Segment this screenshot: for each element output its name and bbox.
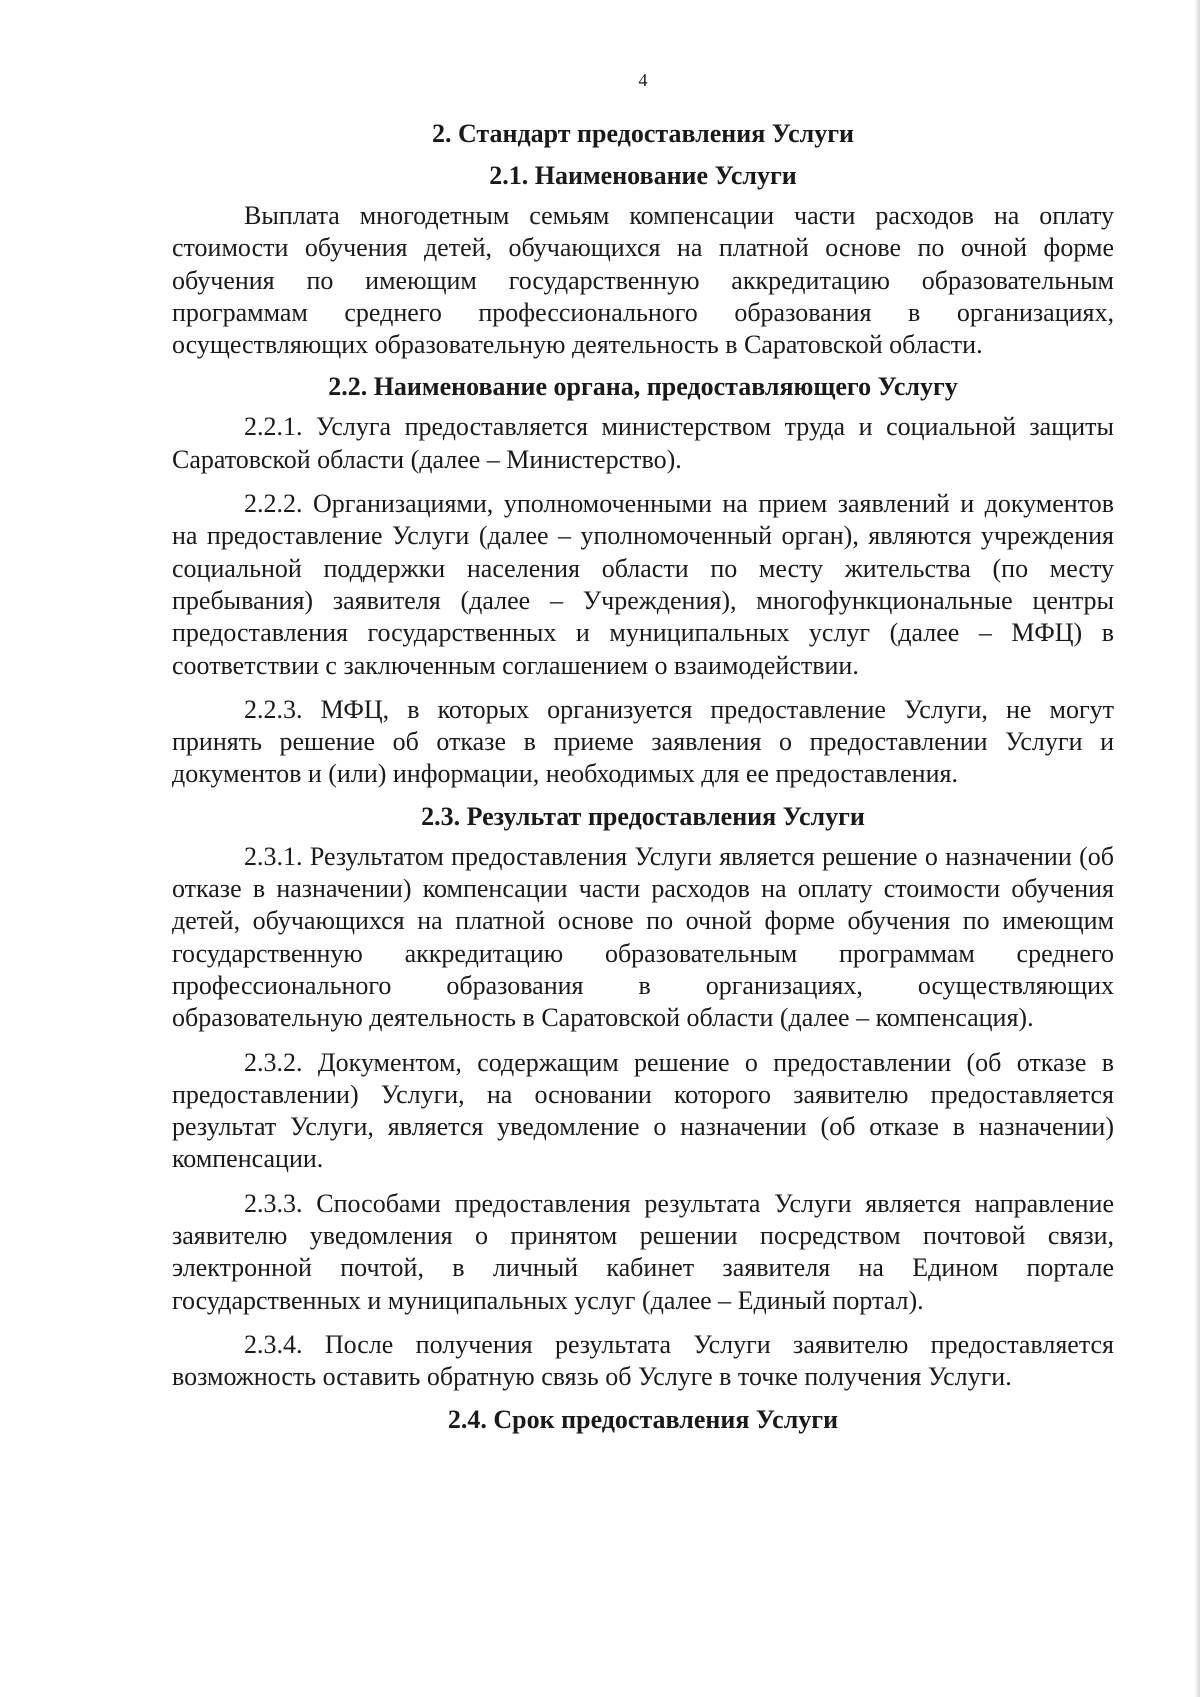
subsection-title-2-3: 2.3. Результат предоставления Услуги (421, 801, 865, 831)
paragraph-2-3-2: 2.3.2. Документом, содержащим решение о предоставлении (об отказе в предоставлении) Услуги, на основании которого заявителю предоставляется результат Услуги, является уведомление о назначении (об отказе в назначении) компенсации. (172, 1047, 1114, 1174)
paragraph-2-3-4: 2.3.4. После получения результата Услуги заявителю предоставляется возможность оставить обратную связь об Услуге в точке получения Услуги. (172, 1329, 1114, 1392)
subsection-title-2-1: 2.1. Наименование Услуги (489, 161, 797, 190)
paragraph-2-1: Выплата многодетным семьям компенсации части расходов на оплату стоимости обучения детей, обучающихся на платной основе по очной форме обучения по имеющим государственную аккредитацию образовательным программам среднего профессионального образования в организациях, осуществляющих образовательную деятельность в Саратовской области. (172, 201, 1114, 360)
paragraph-2-3-1: 2.3.1. Результатом предоставления Услуги является решение о назначении (об отказе в назначении) компенсации части расходов на оплату стоимости обучения детей, обучающихся на платной основе по очной форме обучения по имеющим государственную аккредитацию образовательным программам среднего профессионального образования в организациях, осуществляющих образовательную деятельность в Саратовской области (далее – компенсация). (172, 841, 1114, 1033)
page-edge (1194, 0, 1200, 1697)
document-page (172, 70, 1114, 1444)
page-number: 4 (638, 70, 648, 90)
subsection-title-2-2: 2.2. Наименование органа, предоставляющего Услугу (328, 372, 958, 402)
paragraph-2-2-1: 2.2.1. Услуга предоставляется министерством труда и социальной защиты Саратовской области (далее – Министерство). (172, 412, 1114, 474)
section-title: 2. Стандарт предоставления Услуги (431, 119, 854, 148)
paragraph-2-2-3: 2.2.3. МФЦ, в которых организуется предоставление Услуги, не могут принять решение об отказе в приеме заявления о предоставлении Услуги и документов и (или) информации, необходимых для ее предоставления. (172, 694, 1114, 789)
paragraph-2-3-3: 2.3.3. Способами предоставления результата Услуги является направление заявителю уведомления о принятом решении посредством почтовой связи, электронной почтой, в личный кабинет заявителя на Едином портале государственных и муниципальных услуг (далее – Единый портал). (172, 1188, 1114, 1315)
paragraph-2-2-2: 2.2.2. Организациями, уполномоченными на прием заявлений и документов на предоставление Услуги (далее – уполномоченный орган), являются учреждения социальной поддержки населения области по месту жительства (по месту пребывания) заявителя (далее – Учреждения), многофункциональные центры предоставления государственных и муниципальных услуг (далее – МФЦ) в соответствии с заключенным соглашением о взаимодействии. (172, 489, 1114, 680)
subsection-title-2-4: 2.4. Срок предоставления Услуги (447, 1404, 839, 1434)
